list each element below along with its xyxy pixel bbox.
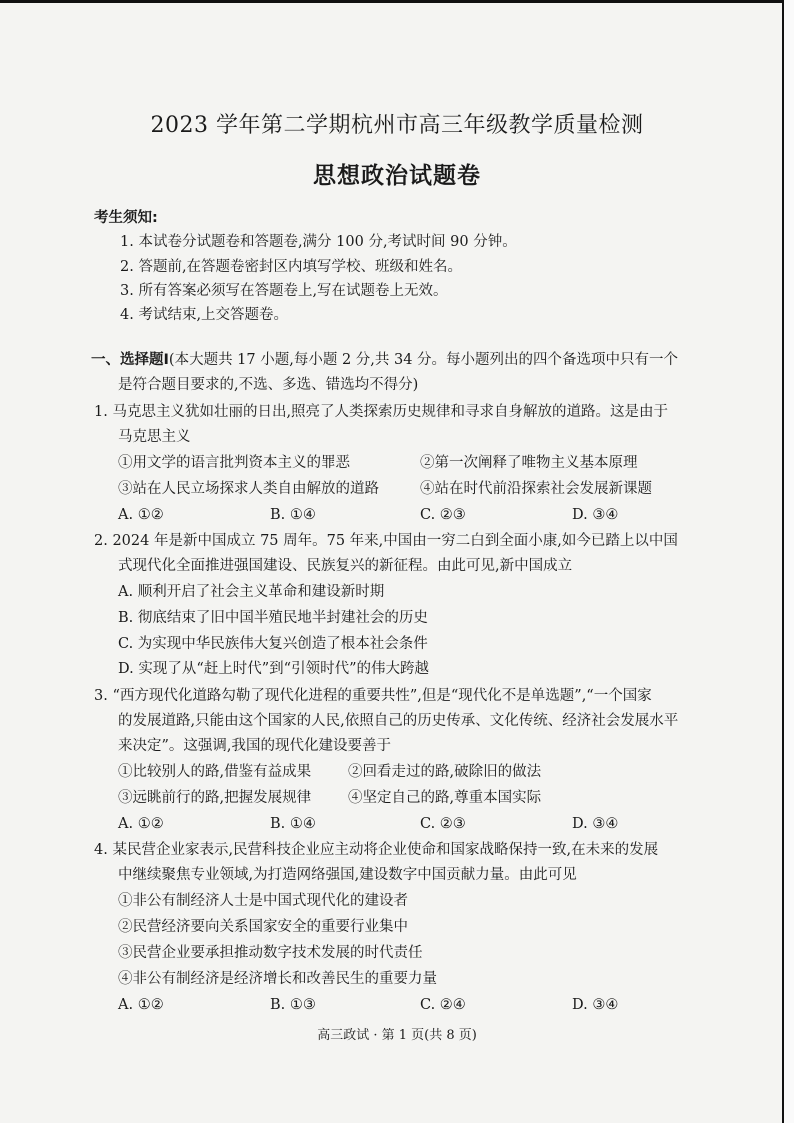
statement: ①非公有制经济人士是中国式现代化的建设者 — [118, 893, 408, 909]
answer-choice: B. ①④ — [270, 816, 316, 832]
page-footer: 高三政试 · 第 1 页(共 8 页) — [317, 1028, 477, 1043]
notice-item: 1. 本试卷分试题卷和答题卷,满分 100 分,考试时间 90 分钟。 — [120, 234, 517, 250]
question-stem: 2. 2024 年是新中国成立 75 周年。75 年来,中国由一穷二白到全面小康,如今已踏上以中国 — [94, 533, 678, 549]
notice-heading: 考生须知: — [94, 210, 158, 226]
question-stem: 来决定”。这强调,我国的现代化建设要善于 — [118, 738, 392, 754]
question-stem: 3. “西方现代化道路勾勒了现代化进程的重要共性”,但是“现代化不是单选题”,“一个国家 — [94, 688, 652, 704]
statement: ④坚定自己的路,尊重本国实际 — [348, 790, 542, 806]
answer-choice: B. ①③ — [270, 997, 316, 1013]
section-instructions-cont: 是符合题目要求的,不选、多选、错选均不得分) — [118, 377, 419, 393]
answer-choice: C. ②③ — [420, 816, 466, 832]
statement: ④站在时代前沿探索社会发展新课题 — [420, 481, 652, 497]
notice-item: 3. 所有答案必须写在答题卷上,写在试题卷上无效。 — [120, 283, 448, 299]
exam-title: 2023 学年第二学期杭州市高三年级教学质量检测 — [150, 113, 644, 138]
exam-subtitle: 思想政治试题卷 — [313, 163, 481, 189]
answer-choice: A. 顺利开启了社会主义革命和建设新时期 — [118, 584, 385, 600]
statement: ①比较别人的路,借鉴有益成果 — [118, 764, 312, 780]
scan-top-edge — [0, 0, 794, 3]
answer-choice: A. ①② — [118, 816, 164, 832]
question-stem: 中继续聚焦专业领域,为打造网络强国,建设数字中国贡献力量。由此可见 — [118, 867, 577, 883]
answer-choice: D. 实现了从“赶上时代”到“引领时代”的伟大跨越 — [118, 661, 429, 677]
question-stem: 1. 马克思主义犹如壮丽的日出,照亮了人类探索历史规律和寻求自身解放的道路。这是由于 — [94, 404, 669, 420]
statement: ②民营经济要向关系国家安全的重要行业集中 — [118, 919, 408, 935]
answer-choice: D. ③④ — [572, 997, 619, 1013]
statement: ①用文学的语言批判资本主义的罪恶 — [118, 455, 350, 471]
statement: ④非公有制经济是经济增长和改善民生的重要力量 — [118, 971, 437, 987]
answer-choice: C. 为实现中华民族伟大复兴创造了根本社会条件 — [118, 636, 428, 652]
answer-choice: D. ③④ — [572, 816, 619, 832]
answer-choice: A. ①② — [118, 997, 164, 1013]
answer-choice: C. ②③ — [420, 507, 466, 523]
question-stem: 的发展道路,只能由这个国家的人民,依照自己的历史传承、文化传统、经济社会发展水平 — [118, 713, 679, 729]
question-stem: 马克思主义 — [118, 429, 191, 445]
statement: ③远眺前行的路,把握发展规律 — [118, 790, 312, 806]
question-stem: 式现代化全面推进强国建设、民族复兴的新征程。由此可见,新中国成立 — [118, 558, 573, 574]
answer-choice: C. ②④ — [420, 997, 466, 1013]
notice-item: 4. 考试结束,上交答题卷。 — [120, 307, 289, 323]
statement: ②回看走过的路,破除旧的做法 — [348, 764, 542, 780]
answer-choice: A. ①② — [118, 507, 164, 523]
answer-choice: B. 彻底结束了旧中国半殖民地半封建社会的历史 — [118, 610, 428, 626]
answer-choice: D. ③④ — [572, 507, 619, 523]
answer-choice: B. ①④ — [270, 507, 316, 523]
statement: ②第一次阐释了唯物主义基本原理 — [420, 455, 638, 471]
notice-item: 2. 答题前,在答题卷密封区内填写学校、班级和姓名。 — [120, 259, 463, 275]
section-label: 一、选择题Ⅰ — [91, 352, 169, 368]
question-stem: 4. 某民营企业家表示,民营科技企业应主动将企业使命和国家战略保持一致,在未来的发展 — [94, 842, 659, 858]
statement: ③站在人民立场探求人类自由解放的道路 — [118, 481, 379, 497]
section-instructions: (本大题共 17 小题,每小题 2 分,共 34 分。每小题列出的四个备选项中只有一个 — [168, 352, 679, 368]
statement: ③民营企业要承担推动数字技术发展的时代责任 — [118, 945, 423, 961]
